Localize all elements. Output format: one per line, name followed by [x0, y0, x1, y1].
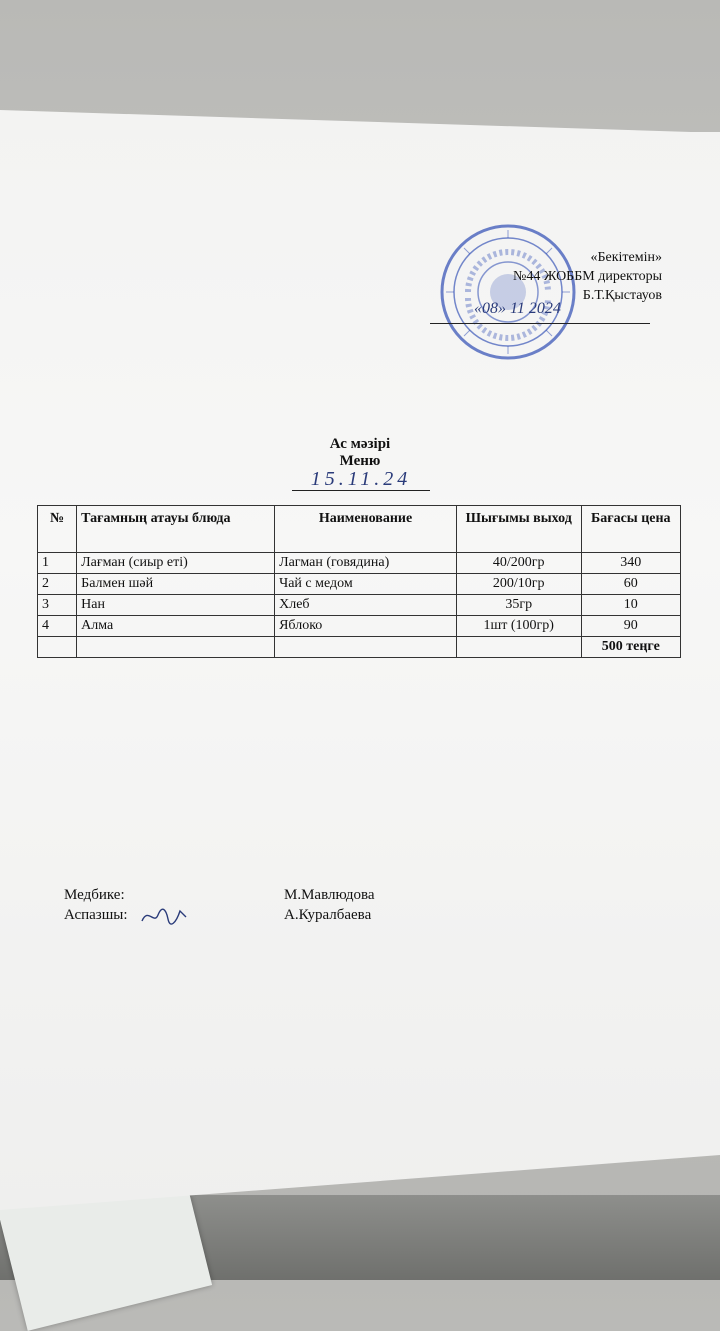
header-name-ru: Наименование	[275, 506, 457, 553]
row-name-kz: Алма	[77, 616, 275, 637]
approval-block	[452, 248, 662, 305]
signature-names	[284, 885, 375, 925]
row-output: 40/200гр	[456, 553, 581, 574]
approval-date	[430, 300, 650, 318]
row-name-ru: Хлеб	[275, 595, 457, 616]
approval-date-text: «08» 11 2024	[474, 300, 561, 317]
table-row	[38, 574, 681, 595]
row-name-ru: Чай с медом	[275, 574, 457, 595]
handwritten-date-text: 15.11.24	[310, 468, 412, 490]
row-price: 340	[581, 553, 680, 574]
row-output: 1шт (100гр)	[456, 616, 581, 637]
table-row	[38, 553, 681, 574]
nurse-name: М.Мавлюдова	[284, 887, 375, 903]
handwritten-signature	[140, 905, 188, 927]
row-name-kz: Лағман (сиыр еті)	[77, 553, 275, 574]
table-total-row	[38, 637, 681, 658]
approval-director: Б.Т.Қыстауов	[582, 288, 662, 303]
total-cell: 500 теңге	[581, 637, 680, 658]
table-header-row	[38, 506, 681, 553]
row-output: 35гр	[456, 595, 581, 616]
cook-name: А.Куралбаева	[284, 907, 372, 923]
row-price: 10	[581, 595, 680, 616]
row-name-kz: Нан	[77, 595, 275, 616]
row-output: 200/10гр	[456, 574, 581, 595]
title-kz: Ас мәзірі	[329, 436, 391, 452]
approval-school: №44 ЖОББМ директоры	[513, 269, 662, 284]
row-number: 4	[38, 616, 77, 637]
approval-title: «Бекітемін»	[590, 250, 662, 265]
row-name-ru: Яблоко	[275, 616, 457, 637]
handwritten-date	[292, 468, 430, 491]
row-price: 60	[581, 574, 680, 595]
row-price: 90	[581, 616, 680, 637]
table-row	[38, 595, 681, 616]
table-row	[38, 616, 681, 637]
header-price: Бағасы цена	[581, 506, 680, 553]
header-number: №	[38, 506, 77, 553]
row-name-ru: Лагман (говядина)	[275, 553, 457, 574]
row-number: 2	[38, 574, 77, 595]
signature-labels	[64, 885, 128, 925]
menu-table	[37, 505, 681, 658]
row-number: 1	[38, 553, 77, 574]
header-output: Шығымы выход	[456, 506, 581, 553]
row-name-kz: Балмен шәй	[77, 574, 275, 595]
title-ru: Меню	[339, 453, 381, 469]
cook-label: Аспазшы:	[64, 907, 128, 923]
document-title	[250, 436, 470, 470]
row-number: 3	[38, 595, 77, 616]
header-name-kz: Тағамның атауы блюда	[77, 506, 275, 553]
nurse-label: Медбике:	[64, 887, 125, 903]
